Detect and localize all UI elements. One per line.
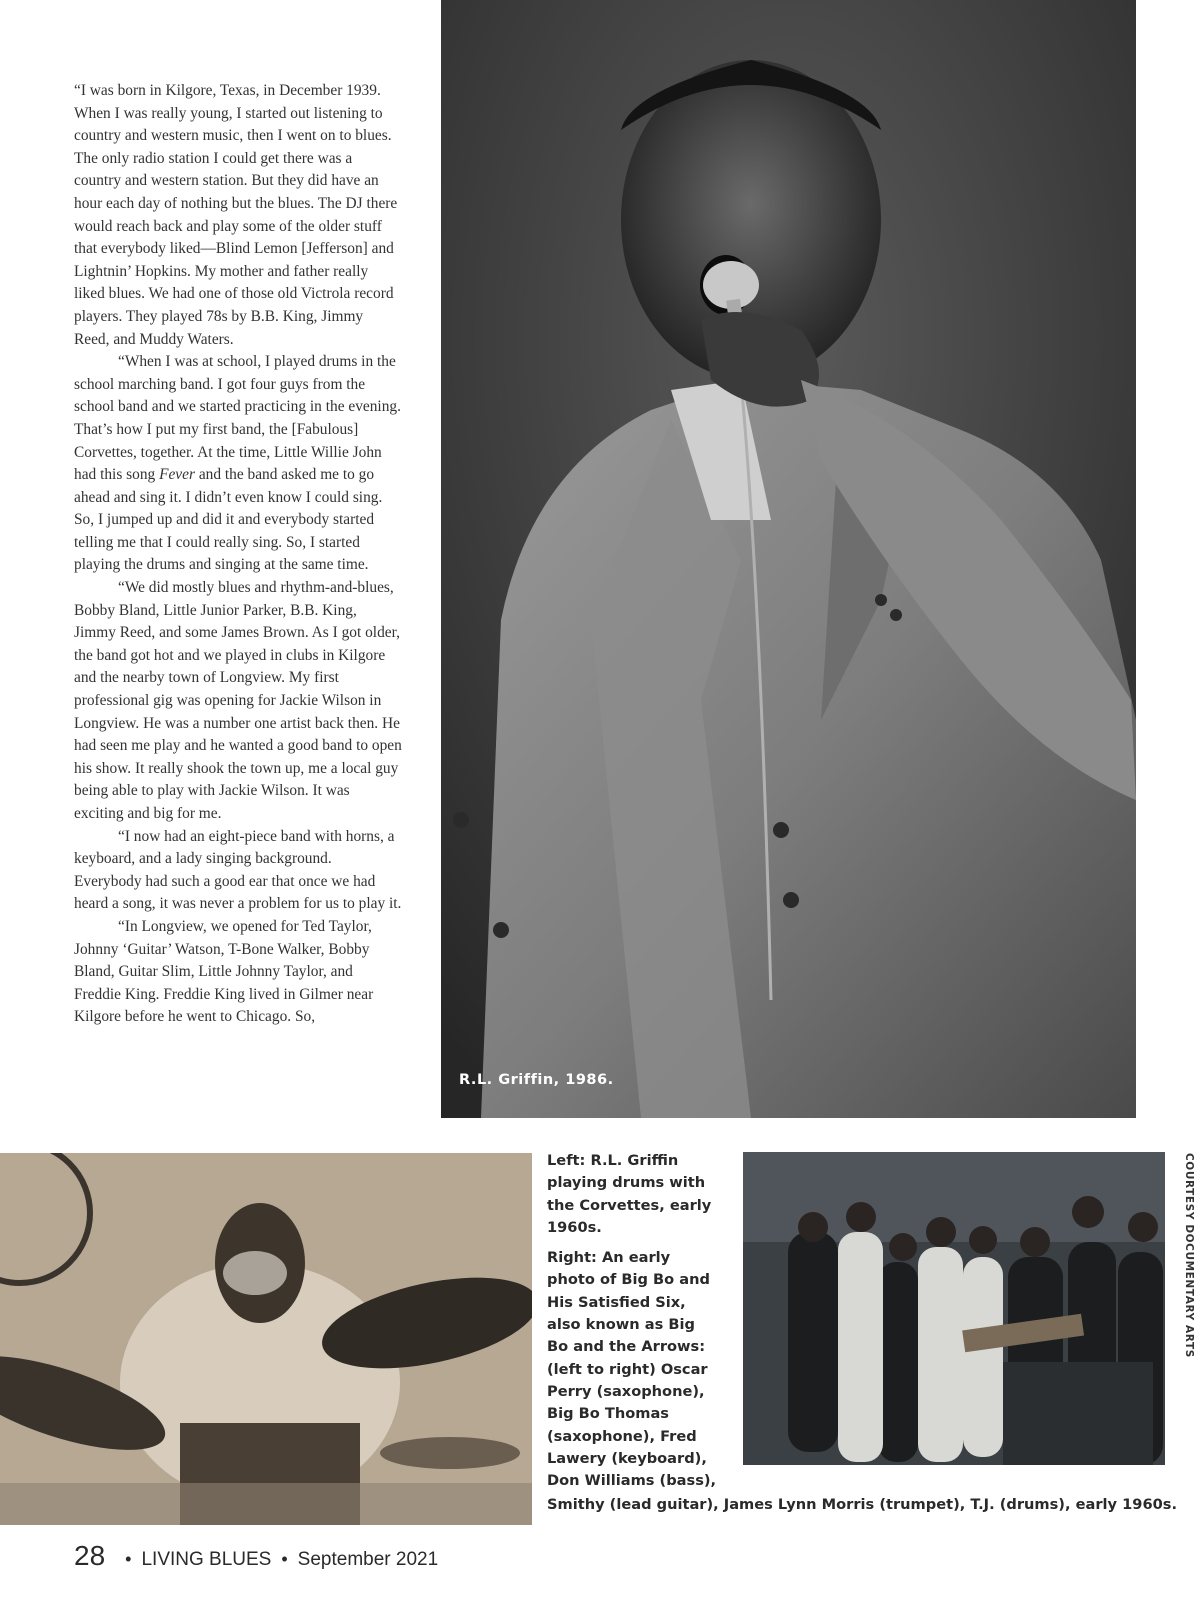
issue-date: September 2021	[297, 1549, 439, 1570]
lower-photos-caption	[547, 1150, 717, 1500]
magazine-name: LIVING BLUES	[141, 1549, 272, 1570]
article-paragraph-2-end: and the band asked me to go ahead and sing it. I didn’t even know I could sing. So, I jumped up and did it and everybody started telling me that I could really sing. So, I started playing the drums and singing at the same time.	[74, 466, 383, 574]
article-paragraph-2-start: “When I was at school, I played drums in the school marching band. I got four guys from the school band and we started practicing in the evening. That’s how I put my first band, the [Fabulous] Corvettes, together. At the time, Little Willie John had this song	[74, 353, 401, 484]
left-photo-caption: Left: R.L. Griffin playing drums with the Corvettes, early 1960s.	[547, 1152, 712, 1236]
article-paragraph-2	[74, 351, 402, 577]
right-photo-caption-continued: Smithy (lead guitar), James Lynn Morris (trumpet), T.J. (drums), early 1960s.	[547, 1496, 1177, 1513]
band-photo-illustration	[743, 1152, 1165, 1465]
article-body	[74, 80, 402, 1029]
article-paragraph-3: “We did mostly blues and rhythm-and-blues, Bobby Bland, Little Junior Parker, B.B. King, Jimmy Reed, and some James Brown. As I got older, the band got hot and we played in clubs in Kilgore and the nearby town of Longview. My first professional gig was opening for Jackie Wilson in Longview. He was a number one artist back then. He had seen me play and he wanted a good band to open his show. It really shook the town up, me a local guy being able to play with Jackie Wilson. It was exciting and big for me.	[74, 579, 402, 822]
page-footer	[74, 1540, 438, 1572]
main-photo-caption: R.L. Griffin, 1986.	[459, 1072, 614, 1088]
photo-credit: COURTESY DOCUMENTARY ARTS	[1183, 1153, 1195, 1358]
singer-photo	[441, 0, 1136, 1118]
band-photo	[743, 1152, 1165, 1465]
song-title-fever: Fever	[159, 466, 195, 484]
drummer-photo-illustration	[0, 1153, 532, 1525]
page-number: 28	[74, 1540, 106, 1571]
drummer-photo	[0, 1153, 532, 1525]
right-photo-caption: Right: An early photo of Big Bo and His Satisfied Six, also known as Big Bo and the Arrows: (left to right) Oscar Perry (saxophone), Big Bo Thomas (saxophone), Fred Lawery (keyboard), Don Williams (bass),	[547, 1249, 717, 1490]
footer-bullet: •	[125, 1549, 132, 1569]
article-paragraph-1: “I was born in Kilgore, Texas, in December 1939. When I was really young, I started out listening to country and western music, then I went on to blues. The only radio station I could get there was a country and western station. But they did have an hour each day of nothing but the blues. The DJ there would reach back and play some of the older stuff that everybody liked—Blind Lemon [Jefferson] and Lightnin’ Hopkins. My mother and father really liked blues. We had one of those old Victrola record players. They played 78s by B.B. King, Jimmy Reed, and Muddy Waters.	[74, 82, 398, 348]
singer-photo-illustration	[441, 0, 1136, 1118]
article-paragraph-5: “In Longview, we opened for Ted Taylor, Johnny ‘Guitar’ Watson, T-Bone Walker, Bobby Bland, Guitar Slim, Little Johnny Taylor, and Freddie King. Freddie King lived in Gilmer near Kilgore before he went to Chicago. So,	[74, 917, 374, 1026]
article-paragraph-4: “I now had an eight-piece band with horns, a keyboard, and a lady singing background. Everybody had such a good ear that once we had heard a song, it was never a problem for us to play it.	[74, 827, 402, 913]
footer-bullet: •	[281, 1549, 288, 1569]
